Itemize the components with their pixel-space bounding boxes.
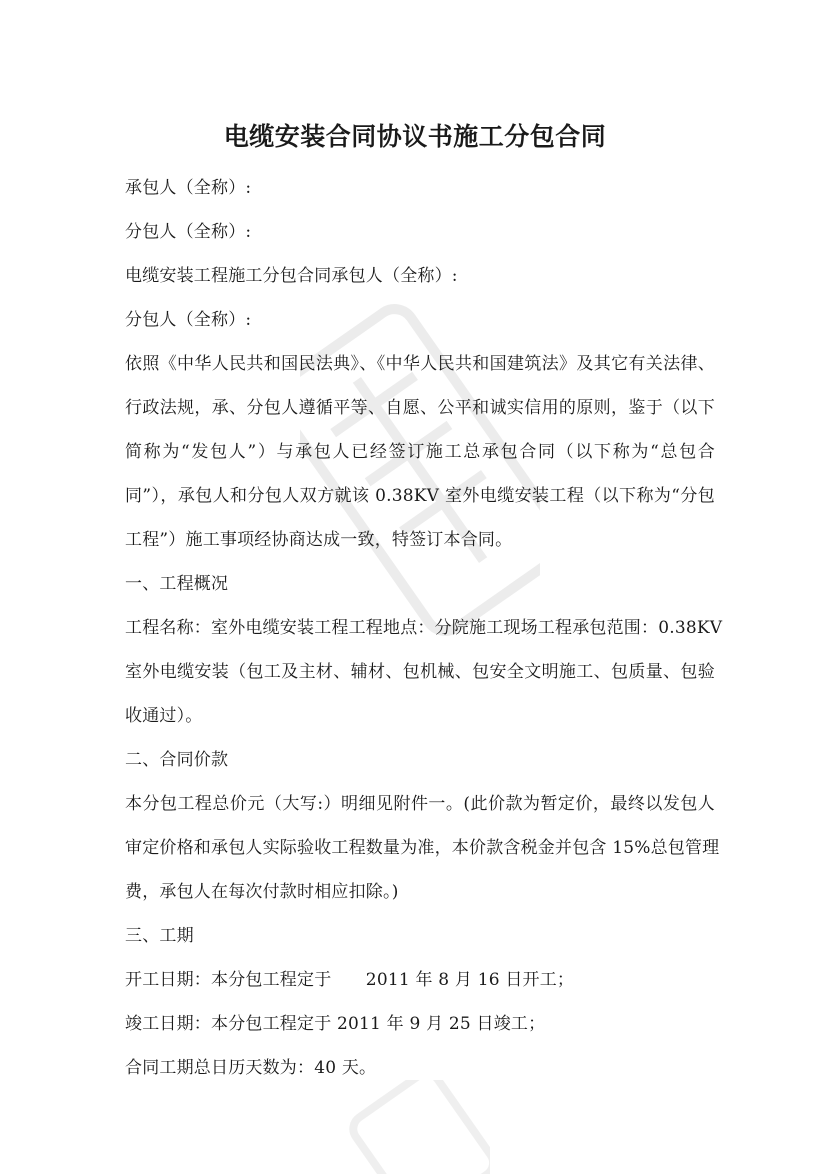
paragraph-line: 本分包工程总价元（大写:）明细见附件一。(此价款为暂定价，最终以发包人	[125, 794, 715, 814]
section-heading-price: 二、合同价款	[125, 750, 229, 770]
start-date-line: 开工日期：本分包工程定于 2011 年 8 月 16 日开工；	[125, 970, 575, 990]
paragraph-line: 室外电缆安装（包工及主材、辅材、包机械、包安全文明施工、包质量、包验	[125, 662, 715, 682]
contractor-name-line: 承包人（全称）:	[125, 178, 252, 198]
paragraph-line: 简称为“发包人”）与承包人已经签订施工总承包合同（以下称为“总包合	[125, 442, 715, 462]
paragraph-line: 依照《中华人民共和国民法典》、《中华人民共和国建筑法》及其它有关法律、	[125, 354, 715, 374]
section-heading-schedule: 三、工期	[125, 926, 194, 946]
duration-line: 合同工期总日历天数为：40 天。	[125, 1058, 377, 1078]
paragraph-line: 工程”）施工事项经协商达成一致，特签订本合同。	[125, 530, 513, 550]
contract-contractor-line: 电缆安装工程施工分包合同承包人（全称）:	[125, 266, 458, 286]
document-title: 电缆安装合同协议书施工分包合同	[223, 122, 607, 151]
paragraph-line: 工程名称：室外电缆安装工程工程地点：分院施工现场工程承包范围：0.38KV	[125, 618, 723, 638]
subcontractor-name-line: 分包人（全称）:	[125, 222, 252, 242]
paragraph-line: 费，承包人在每次付款时相应扣除。)	[125, 882, 399, 902]
paragraph-line: 同”），承包人和分包人双方就该 0.38KV 室外电缆安装工程（以下称为“分包	[125, 486, 715, 506]
paragraph-line: 收通过）。	[125, 706, 203, 726]
subcontractor-name-line-2: 分包人（全称）:	[125, 310, 252, 330]
paragraph-line: 审定价格和承包人实际验收工程数量为准，本价款含税金并包含 15%总包管理	[125, 838, 720, 858]
completion-date-line: 竣工日期：本分包工程定于 2011 年 9 月 25 日竣工；	[125, 1014, 546, 1034]
paragraph-line: 行政法规，承、分包人遵循平等、自愿、公平和诚实信用的原则，鉴于（以下	[125, 398, 715, 418]
section-heading-overview: 一、工程概况	[125, 574, 229, 594]
watermark-footer-icon	[330, 1080, 490, 1174]
watermark-logo-icon	[300, 280, 540, 660]
